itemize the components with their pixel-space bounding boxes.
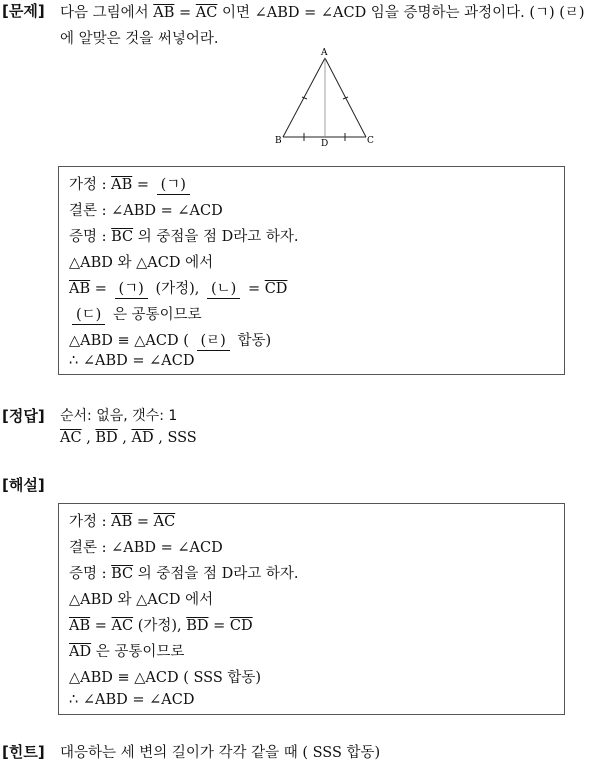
vertex-c-label: C bbox=[367, 136, 374, 146]
proof-box bbox=[58, 166, 565, 375]
exp-line-6 bbox=[69, 640, 184, 661]
proof-text: (가정), bbox=[155, 281, 200, 297]
vertex-b-label: B bbox=[275, 136, 282, 146]
equals-sign: = bbox=[247, 281, 261, 297]
segment-cd: $\overline{CD}$ bbox=[264, 281, 288, 297]
problem-label: [문제] bbox=[2, 2, 45, 20]
equals-sign: = bbox=[94, 618, 107, 634]
blank-1: (ㄱ) bbox=[157, 176, 190, 195]
exp-line-1 bbox=[69, 510, 175, 531]
answer-line-2 bbox=[60, 430, 197, 446]
vertex-d-label: D bbox=[321, 139, 329, 149]
proof-line-4: △ABD 와 △ACD 에서 bbox=[69, 255, 214, 271]
proof-text: 합동) bbox=[237, 333, 272, 349]
blank-3: (ㄷ) bbox=[72, 306, 105, 325]
blank-2: (ㄴ) bbox=[207, 280, 240, 299]
tick-ac bbox=[343, 97, 348, 99]
exp-text: 은 공통이므로 bbox=[95, 644, 185, 660]
answer-label: [정답] bbox=[2, 407, 45, 425]
proof-line-6 bbox=[69, 303, 202, 325]
segment-ab: $\overline{AB}$ bbox=[111, 514, 133, 530]
side-ac bbox=[325, 58, 366, 137]
segment-ac: $\overline{AC}$ bbox=[60, 430, 82, 446]
segment-ab: $\overline{AB}$ bbox=[69, 618, 91, 634]
separator: , bbox=[86, 430, 91, 446]
exp-line-5 bbox=[69, 614, 253, 635]
blank-1: (ㄱ) bbox=[115, 280, 148, 299]
segment-bc: $\overline{BC}$ bbox=[111, 229, 134, 245]
exp-text: 가정 : bbox=[69, 514, 107, 530]
proof-text: 증명 : bbox=[69, 229, 107, 245]
exp-line-8: ∴ ∠ABD = ∠ACD bbox=[69, 692, 195, 708]
segment-ac: $\overline{AC}$ bbox=[153, 514, 176, 530]
answer-tail: , SSS bbox=[158, 430, 197, 446]
proof-line-2: 결론 : ∠ABD = ∠ACD bbox=[69, 203, 223, 219]
hint-text: 대응하는 세 변의 길이가 각각 같을 때 ( SSS 합동) bbox=[60, 745, 381, 761]
equals-sign: = bbox=[179, 5, 192, 21]
problem-line-1 bbox=[60, 0, 585, 26]
exp-text: 증명 : bbox=[69, 566, 107, 582]
exp-line-7: △ABD ≡ △ACD ( SSS 합동) bbox=[69, 670, 262, 686]
proof-text: △ABD ≡ △ACD ( bbox=[69, 333, 189, 349]
equals-sign: = bbox=[213, 618, 226, 634]
answer-line-1: 순서: 없음, 갯수: 1 bbox=[60, 408, 178, 424]
proof-line-5 bbox=[69, 277, 287, 299]
explanation-box bbox=[58, 503, 565, 715]
problem-text bbox=[60, 0, 585, 52]
problem-text-part: 이면 ∠ABD = ∠ACD 임을 증명하는 과정이다. (ㄱ) (ㄹ) bbox=[221, 5, 585, 21]
segment-bd: $\overline{BD}$ bbox=[95, 430, 118, 446]
segment-ad: $\overline{AD}$ bbox=[69, 644, 92, 660]
proof-text: 가정 : bbox=[69, 177, 107, 193]
proof-line-8: ∴ ∠ABD = ∠ACD bbox=[69, 353, 195, 369]
exp-text: (가정), bbox=[137, 618, 182, 634]
exp-text: 의 중점을 점 D라고 하자. bbox=[137, 566, 299, 582]
equals-sign: = bbox=[136, 177, 150, 193]
segment-ab: $\overline{AB}$ bbox=[153, 5, 175, 21]
problem-text-part: 다음 그림에서 bbox=[60, 5, 149, 21]
segment-ac: $\overline{AC}$ bbox=[111, 618, 134, 634]
blank-4: (ㄹ) bbox=[197, 332, 230, 351]
proof-line-3 bbox=[69, 225, 299, 246]
proof-line-1 bbox=[69, 173, 193, 195]
segment-bd: $\overline{BD}$ bbox=[186, 618, 209, 634]
tick-ab bbox=[302, 97, 307, 99]
proof-line-7 bbox=[69, 329, 271, 351]
proof-text: 의 중점을 점 D라고 하자. bbox=[137, 229, 299, 245]
exp-line-2: 결론 : ∠ABD = ∠ACD bbox=[69, 540, 223, 556]
vertex-a-label: A bbox=[321, 48, 328, 58]
hint-label: [힌트] bbox=[2, 743, 45, 761]
segment-ad: $\overline{AD}$ bbox=[131, 430, 154, 446]
segment-cd: $\overline{CD}$ bbox=[229, 618, 253, 634]
segment-ab: $\overline{AB}$ bbox=[69, 281, 91, 297]
explanation-label: [해설] bbox=[2, 476, 45, 494]
proof-text: 은 공통이므로 bbox=[112, 307, 202, 323]
equals-sign: = bbox=[136, 514, 150, 530]
segment-ac: $\overline{AC}$ bbox=[195, 5, 218, 21]
exp-line-3 bbox=[69, 562, 299, 583]
separator: , bbox=[122, 430, 127, 446]
equals-sign: = bbox=[94, 281, 107, 297]
problem-line-2: 에 알맞은 것을 써넣어라. bbox=[60, 31, 219, 47]
side-ab bbox=[283, 58, 325, 137]
segment-ab: $\overline{AB}$ bbox=[111, 177, 133, 193]
segment-bc: $\overline{BC}$ bbox=[111, 566, 134, 582]
exp-line-4: △ABD 와 △ACD 에서 bbox=[69, 592, 214, 608]
